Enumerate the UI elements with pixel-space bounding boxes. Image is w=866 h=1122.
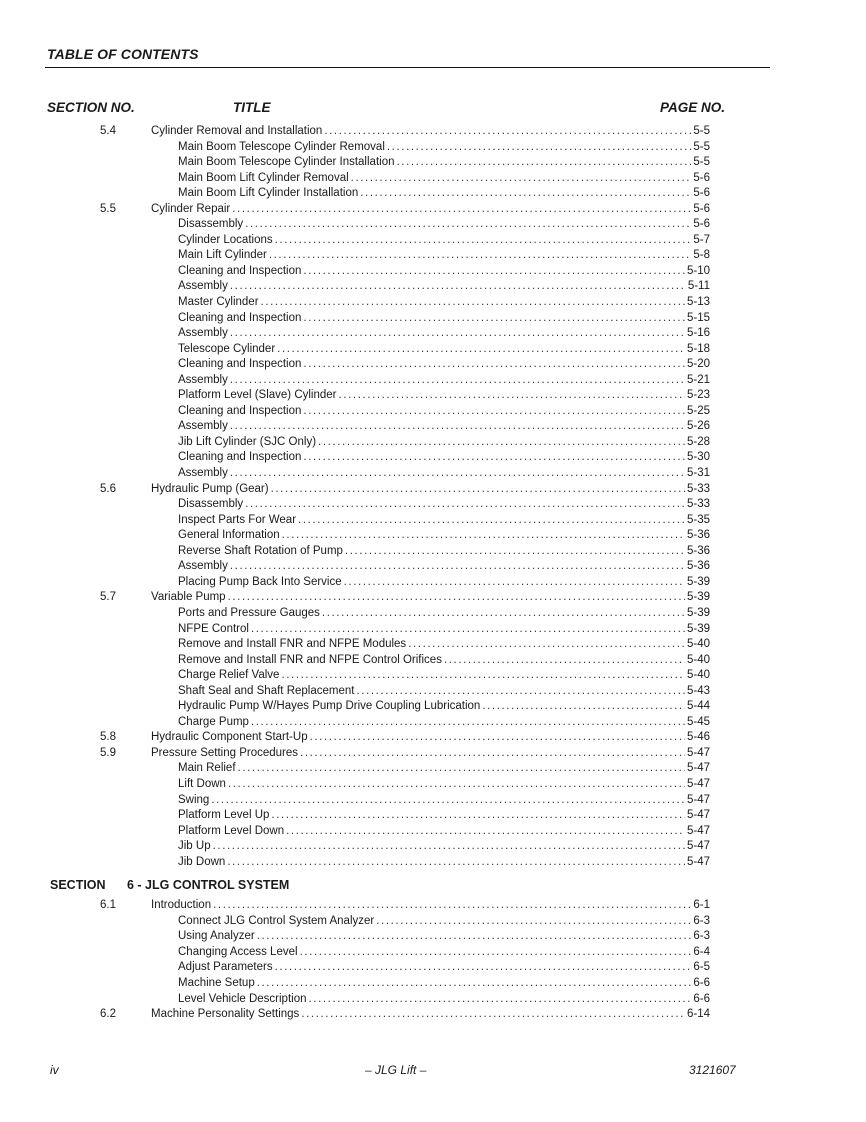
toc-subentry[interactable] xyxy=(0,699,866,715)
toc-entry-title: Cleaning and Inspection xyxy=(178,358,302,371)
toc-subentry[interactable] xyxy=(0,606,866,622)
toc-page-number: 5-36 xyxy=(686,544,710,557)
toc-page-number: 5-40 xyxy=(686,669,710,682)
toc-page-number: 5-16 xyxy=(686,327,710,340)
toc-page-number: 5-46 xyxy=(686,731,710,744)
toc-subentry[interactable] xyxy=(0,992,866,1008)
toc-page-number: 5-39 xyxy=(686,575,710,588)
toc-entry-title: Introduction xyxy=(151,899,212,912)
toc-subentry[interactable] xyxy=(0,233,866,249)
dot-leader xyxy=(310,730,685,746)
toc-subentry[interactable] xyxy=(0,622,866,638)
toc-page-number: 5-47 xyxy=(686,777,710,790)
toc-page-number: 5-6 xyxy=(693,171,710,184)
toc-entry-title: Level Vehicle Description xyxy=(178,992,307,1005)
toc-page-number: 5-39 xyxy=(686,591,710,604)
toc-entry-title: Connect JLG Control System Analyzer xyxy=(178,914,375,927)
toc-page-number: 5-6 xyxy=(693,218,710,231)
dot-leader xyxy=(228,590,685,606)
toc-page-number: 5-6 xyxy=(693,202,710,215)
toc-subentry[interactable] xyxy=(0,342,866,358)
toc-subentry[interactable] xyxy=(0,761,866,777)
toc-entry-title: Shaft Seal and Shaft Replacement xyxy=(178,684,355,697)
dot-leader xyxy=(351,171,692,187)
dot-leader xyxy=(213,839,685,855)
toc-entry-title: Telescope Cylinder xyxy=(178,342,276,355)
toc-entry-title: Main Boom Telescope Cylinder Installation xyxy=(178,156,395,169)
toc-page-number: 5-36 xyxy=(686,560,710,573)
toc-page-number: 5-47 xyxy=(686,762,710,775)
toc-entry-title: Machine Setup xyxy=(178,976,255,989)
dot-leader xyxy=(245,217,691,233)
toc-entry-title: Main Relief xyxy=(178,762,236,775)
toc-entry-title: Assembly xyxy=(178,280,228,293)
toc-page-number: 5-31 xyxy=(686,467,710,480)
dot-leader xyxy=(251,622,685,638)
dot-leader xyxy=(238,761,685,777)
dot-leader xyxy=(309,992,692,1008)
dot-leader xyxy=(408,637,685,653)
toc-page-number: 5-8 xyxy=(693,249,710,262)
toc-subentry[interactable] xyxy=(0,668,866,684)
dot-leader xyxy=(339,388,685,404)
toc-page-number: 6-6 xyxy=(693,992,710,1005)
toc-page-number: 6-6 xyxy=(693,976,710,989)
toc-entry-title: Hydraulic Pump (Gear) xyxy=(151,482,269,495)
toc-page-number: 5-45 xyxy=(686,715,710,728)
toc-page-number: 5-33 xyxy=(686,482,710,495)
dot-leader xyxy=(318,435,685,451)
toc-entry[interactable] xyxy=(0,202,866,218)
toc-entry[interactable] xyxy=(0,730,866,746)
toc-entry-title: Platform Level Up xyxy=(178,809,270,822)
toc-subentry[interactable] xyxy=(0,140,866,156)
dot-leader xyxy=(271,808,685,824)
toc-entry-title: Assembly xyxy=(178,467,228,480)
dot-leader xyxy=(345,544,685,560)
toc-page-number: 5-23 xyxy=(686,389,710,402)
toc-entry-title: Cleaning and Inspection xyxy=(178,404,302,417)
dot-leader xyxy=(232,202,691,218)
dot-leader xyxy=(257,929,692,945)
dot-leader xyxy=(303,450,685,466)
toc-entry-title: Hydraulic Component Start-Up xyxy=(151,731,308,744)
toc-page-number: 5-39 xyxy=(686,606,710,619)
toc-page-number: 5-18 xyxy=(686,342,710,355)
dot-leader xyxy=(356,684,685,700)
toc-subentry[interactable] xyxy=(0,295,866,311)
toc-page-number: 5-43 xyxy=(686,684,710,697)
toc-subentry[interactable] xyxy=(0,929,866,945)
toc-page-number: 5-11 xyxy=(687,280,710,293)
toc-page-number: 5-47 xyxy=(686,840,710,853)
toc-subentry[interactable] xyxy=(0,960,866,976)
toc-entry-title: Jib Down xyxy=(178,855,226,868)
toc-subentry[interactable] xyxy=(0,824,866,840)
toc-subentry[interactable] xyxy=(0,466,866,482)
dot-leader xyxy=(300,945,692,961)
toc-entry-title: Main Boom Lift Cylinder Removal xyxy=(178,171,349,184)
toc-section-number: 6.1 xyxy=(100,899,116,912)
toc-entry-title: Cleaning and Inspection xyxy=(178,311,302,324)
toc-subentry[interactable] xyxy=(0,637,866,653)
toc-subentry[interactable] xyxy=(0,497,866,513)
dot-leader xyxy=(482,699,685,715)
toc-subentry[interactable] xyxy=(0,435,866,451)
dot-leader xyxy=(261,295,685,311)
toc-page-number: 5-47 xyxy=(686,855,710,868)
toc-entry-title: Cylinder Locations xyxy=(178,233,273,246)
toc-entry-title: Main Boom Lift Cylinder Installation xyxy=(178,187,359,200)
dot-leader xyxy=(277,342,685,358)
dot-leader xyxy=(230,419,685,435)
toc-subentry[interactable] xyxy=(0,373,866,389)
toc-page-number: 5-20 xyxy=(686,358,710,371)
toc-entry-title: Assembly xyxy=(178,560,228,573)
dot-leader xyxy=(303,311,685,327)
toc-entry-title: Main Boom Telescope Cylinder Removal xyxy=(178,140,385,153)
toc-page-number: 6-4 xyxy=(693,945,710,958)
footer-publisher: – JLG Lift – xyxy=(365,1063,427,1077)
toc-subentry[interactable] xyxy=(0,976,866,992)
toc-subentry[interactable] xyxy=(0,914,866,930)
toc-entry-title: Charge Pump xyxy=(178,715,249,728)
toc-subentry[interactable] xyxy=(0,777,866,793)
toc-page-number: 5-47 xyxy=(686,809,710,822)
footer-doc-number: 3121607 xyxy=(689,1063,736,1077)
toc-subentry[interactable] xyxy=(0,171,866,187)
dot-leader xyxy=(227,855,685,871)
toc-page-number: 5-47 xyxy=(686,746,710,759)
dot-leader xyxy=(275,233,692,249)
toc-entry-title: Cleaning and Inspection xyxy=(178,264,302,277)
toc-subentry[interactable] xyxy=(0,793,866,809)
column-header-page: PAGE NO. xyxy=(660,100,726,115)
toc-subentry[interactable] xyxy=(0,528,866,544)
section-label: SECTION xyxy=(50,878,106,893)
toc-entry-title: Cylinder Removal and Installation xyxy=(151,125,323,137)
toc-subentry[interactable] xyxy=(0,279,866,295)
toc-section-number: 5.9 xyxy=(100,746,116,759)
toc-page-number: 5-28 xyxy=(686,435,710,448)
toc-page-number: 5-40 xyxy=(686,653,710,666)
dot-leader xyxy=(286,824,685,840)
toc-page-number: 5-5 xyxy=(693,156,710,169)
dot-leader xyxy=(213,898,691,914)
toc-entry-title: Platform Level Down xyxy=(178,824,285,837)
dot-leader xyxy=(282,528,685,544)
toc-entry-title: General Information xyxy=(178,529,280,542)
dot-leader xyxy=(245,497,685,513)
column-header-title: TITLE xyxy=(233,100,271,115)
toc-entry-title: Remove and Install FNR and NFPE Control Orifices xyxy=(178,653,442,666)
dot-leader xyxy=(444,653,685,669)
toc-page-number: 5-47 xyxy=(686,793,710,806)
toc-section-number: 5.5 xyxy=(100,202,116,215)
toc-section-heading xyxy=(0,874,866,898)
toc-subentry[interactable] xyxy=(0,715,866,731)
dot-leader xyxy=(360,186,691,202)
dot-leader xyxy=(303,264,685,280)
toc-entry-title: Using Analyzer xyxy=(178,930,255,943)
dot-leader xyxy=(230,559,685,575)
dot-leader xyxy=(230,373,685,389)
toc-subentry[interactable] xyxy=(0,653,866,669)
toc-section-number: 5.6 xyxy=(100,482,116,495)
toc-entry[interactable] xyxy=(0,898,866,914)
toc-entry-title: Placing Pump Back Into Service xyxy=(178,575,342,588)
toc-entry-title: Cleaning and Inspection xyxy=(178,451,302,464)
toc-page-number: 6-1 xyxy=(693,899,710,912)
toc-section-number: 6.2 xyxy=(100,1008,116,1021)
dot-leader xyxy=(211,793,685,809)
dot-leader xyxy=(275,960,692,976)
dot-leader xyxy=(228,777,685,793)
toc-entry-title: Variable Pump xyxy=(151,591,226,604)
toc-entry-title: NFPE Control xyxy=(178,622,249,635)
toc-subentry[interactable] xyxy=(0,855,866,871)
toc-subentry[interactable] xyxy=(0,544,866,560)
toc-entry-title: Jib Up xyxy=(178,840,211,853)
dot-leader xyxy=(298,513,685,529)
toc-entry-title: Disassembly xyxy=(178,218,244,231)
toc-page-number: 5-33 xyxy=(686,498,710,511)
toc-entry[interactable] xyxy=(0,1007,866,1023)
toc-subentry[interactable] xyxy=(0,217,866,233)
dot-leader xyxy=(301,1007,685,1023)
toc-page-number: 6-3 xyxy=(693,914,710,927)
toc-subentry[interactable] xyxy=(0,450,866,466)
toc-subentry[interactable] xyxy=(0,404,866,420)
dot-leader xyxy=(376,914,691,930)
dot-leader xyxy=(271,482,685,498)
toc-entry-title: Pressure Setting Procedures xyxy=(151,746,299,759)
dot-leader xyxy=(230,326,685,342)
toc-entry[interactable] xyxy=(0,590,866,606)
dot-leader xyxy=(251,715,685,731)
toc-entry-title: Master Cylinder xyxy=(178,296,259,309)
dot-leader xyxy=(387,140,691,156)
dot-leader xyxy=(281,668,685,684)
header-divider xyxy=(45,67,770,68)
toc-section-number: 5.4 xyxy=(100,125,116,137)
toc-subentry[interactable] xyxy=(0,155,866,171)
toc-section-number: 5.8 xyxy=(100,731,116,744)
dot-leader xyxy=(396,155,691,171)
toc-page-number: 5-6 xyxy=(693,187,710,200)
toc-page-number: 6-14 xyxy=(686,1008,710,1021)
toc-subentry[interactable] xyxy=(0,839,866,855)
toc-entry-title: Jib Lift Cylinder (SJC Only) xyxy=(178,435,317,448)
toc-subentry[interactable] xyxy=(0,186,866,202)
dot-leader xyxy=(322,606,685,622)
toc-subentry[interactable] xyxy=(0,419,866,435)
toc-subentry[interactable] xyxy=(0,945,866,961)
toc-page-number: 5-5 xyxy=(693,140,710,153)
dot-leader xyxy=(324,124,691,140)
toc-page-number: 6-3 xyxy=(693,930,710,943)
dot-leader xyxy=(300,746,685,762)
toc-page-number: 5-25 xyxy=(686,404,710,417)
toc-entry-title: Assembly xyxy=(178,373,228,386)
toc-entry-title: Assembly xyxy=(178,327,228,340)
toc-page-number: 6-5 xyxy=(693,961,710,974)
toc-page-number: 5-36 xyxy=(686,529,710,542)
toc-subentry[interactable] xyxy=(0,808,866,824)
dot-leader xyxy=(344,575,685,591)
toc-page-number: 5-39 xyxy=(686,622,710,635)
toc-entry-title: Swing xyxy=(178,793,210,806)
toc-subentry[interactable] xyxy=(0,684,866,700)
dot-leader xyxy=(303,357,685,373)
toc-entry-title: Ports and Pressure Gauges xyxy=(178,606,320,619)
dot-leader xyxy=(269,248,692,264)
toc-entry[interactable] xyxy=(0,124,866,140)
toc-page-number: 5-26 xyxy=(686,420,710,433)
toc-page-number: 5-30 xyxy=(686,451,710,464)
toc-entry-title: Adjust Parameters xyxy=(178,961,273,974)
toc-page-number: 5-47 xyxy=(686,824,710,837)
toc-subentry[interactable] xyxy=(0,357,866,373)
toc-entry-title: Reverse Shaft Rotation of Pump xyxy=(178,544,343,557)
toc-entry[interactable] xyxy=(0,746,866,762)
toc-entry[interactable] xyxy=(0,482,866,498)
dot-leader xyxy=(303,404,685,420)
toc-subentry[interactable] xyxy=(0,388,866,404)
dot-leader xyxy=(230,279,686,295)
toc-entry-title: Changing Access Level xyxy=(178,945,298,958)
toc-subentry[interactable] xyxy=(0,326,866,342)
dot-leader xyxy=(257,976,692,992)
toc-page-number: 5-13 xyxy=(686,296,710,309)
toc-page-number: 5-21 xyxy=(686,373,710,386)
toc-subentry[interactable] xyxy=(0,559,866,575)
toc-list xyxy=(0,124,866,1023)
toc-entry-title: Machine Personality Settings xyxy=(151,1008,300,1021)
toc-section-number: 5.7 xyxy=(100,591,116,604)
toc-entry-title: Platform Level (Slave) Cylinder xyxy=(178,389,337,402)
toc-subentry[interactable] xyxy=(0,264,866,280)
toc-entry-title: Main Lift Cylinder xyxy=(178,249,267,262)
toc-page-number: 5-7 xyxy=(693,233,710,246)
toc-page-number: 5-35 xyxy=(686,513,710,526)
toc-page-number: 5-40 xyxy=(686,638,710,651)
toc-page-number: 5-44 xyxy=(686,700,710,713)
toc-entry-title: Disassembly xyxy=(178,498,244,511)
section-title: 6 - JLG CONTROL SYSTEM xyxy=(127,878,290,893)
page-header-title: TABLE OF CONTENTS xyxy=(47,46,199,62)
toc-entry-title: Cylinder Repair xyxy=(151,202,231,215)
toc-entry-title: Inspect Parts For Wear xyxy=(178,513,297,526)
column-header-section: SECTION NO. xyxy=(47,100,135,115)
toc-subentry[interactable] xyxy=(0,513,866,529)
toc-page-number: 5-5 xyxy=(693,125,710,137)
toc-entry-title: Charge Relief Valve xyxy=(178,669,280,682)
dot-leader xyxy=(230,466,685,482)
toc-entry-title: Hydraulic Pump W/Hayes Pump Drive Coupling Lubrication xyxy=(178,700,481,713)
toc-entry-title: Remove and Install FNR and NFPE Modules xyxy=(178,638,407,651)
toc-subentry[interactable] xyxy=(0,575,866,591)
footer-page-number: iv xyxy=(50,1063,59,1077)
toc-page-number: 5-10 xyxy=(686,264,710,277)
toc-subentry[interactable] xyxy=(0,311,866,327)
toc-entry-title: Lift Down xyxy=(178,777,226,790)
toc-page-number: 5-15 xyxy=(686,311,710,324)
toc-subentry[interactable] xyxy=(0,248,866,264)
toc-entry-title: Assembly xyxy=(178,420,228,433)
